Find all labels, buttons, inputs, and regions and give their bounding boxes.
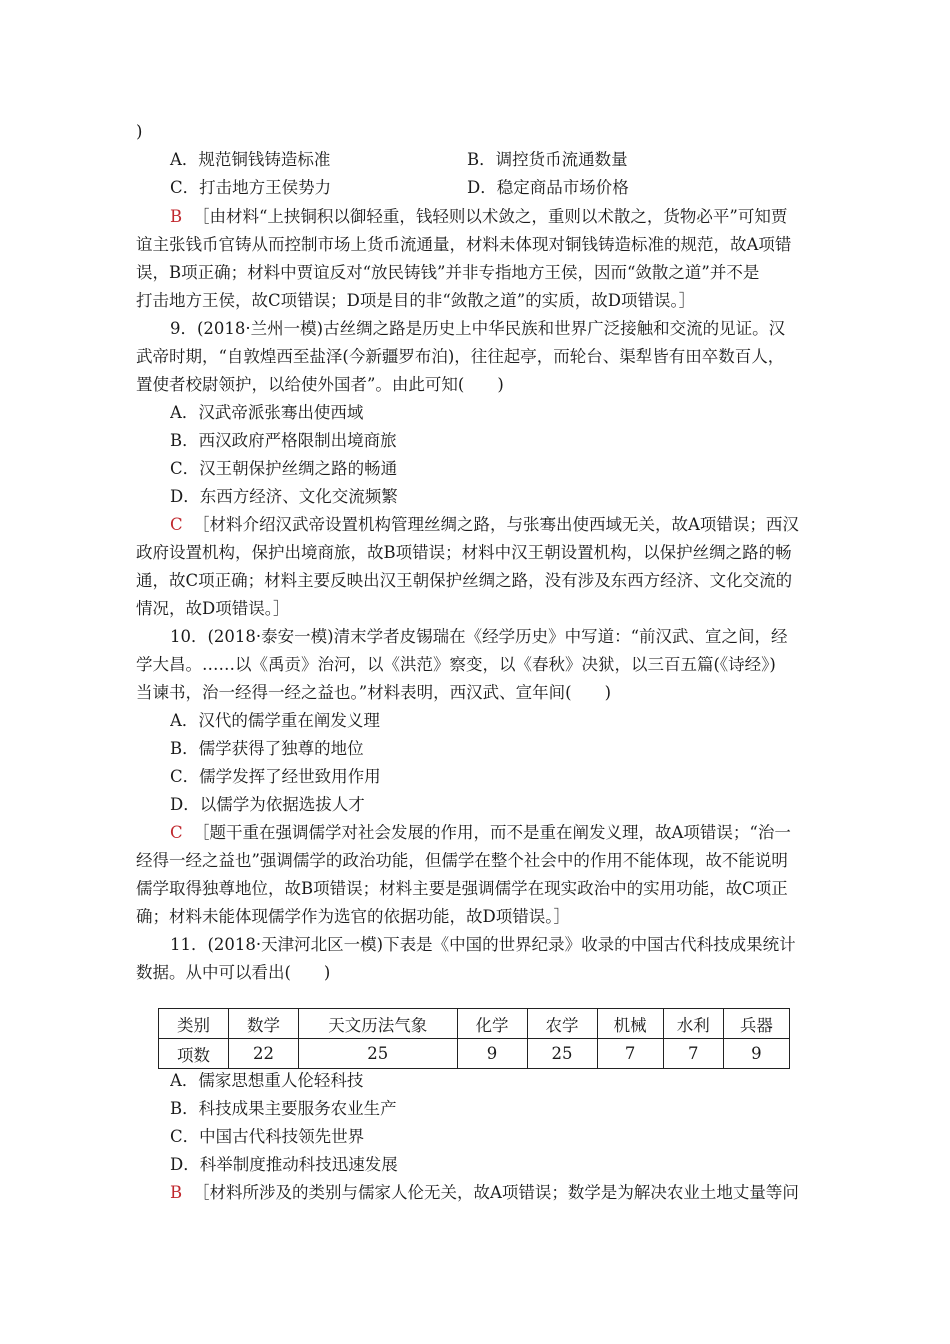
option-a: A．儒家思想重人伦轻科技 [170, 1071, 364, 1090]
statistics-table [158, 1008, 790, 1069]
table-cell: 9 [457, 1039, 527, 1069]
explanation-line: ［材料介绍汉武帝设置机构管理丝绸之路，与张骞出使西域无关，故A项错误；西汉 [193, 515, 799, 534]
question-stem: 当谏书，治一经得一经之益也。”材料表明，西汉武、宣年间( ) [136, 683, 612, 702]
option-d: D．稳定商品市场价格 [467, 178, 629, 197]
explanation-line: 通，故C项正确；材料主要反映出汉王朝保护丝绸之路，没有涉及东西方经济、文化交流的 [136, 571, 793, 590]
explanation-line: 误，B项正确；材料中贾谊反对“放民铸钱”并非专指地方王侯，因而“敛散之道”并不是 [136, 263, 760, 282]
table-cell: 7 [597, 1039, 663, 1069]
table-cell: 化学 [457, 1009, 527, 1039]
answer-letter: C [170, 515, 183, 534]
option-a: A．规范铜钱铸造标准 [170, 150, 331, 169]
question-stem: 学大昌。……以《禹贡》治河，以《洪范》察变，以《春秋》决狱，以三百五篇(《诗经》) [136, 655, 776, 674]
option-c: C．中国古代科技领先世界 [170, 1127, 365, 1146]
option-b: B．调控货币流通数量 [467, 150, 628, 169]
option-c: C．打击地方王侯势力 [170, 178, 332, 197]
question-stem: 10．(2018·泰安一模)清末学者皮锡瑞在《经学历史》中写道：“前汉武、宣之间，经 [170, 627, 788, 646]
question-stem: 11．(2018·天津河北区一模)下表是《中国的世界纪录》收录的中国古代科技成果统计 [170, 935, 796, 954]
explanation-line: ［由材料“上挟铜积以御轻重，钱轻则以术敛之，重则以术散之，货物必平”可知贾 [193, 207, 788, 226]
table-header-row [159, 1009, 790, 1039]
explanation-line: 情况，故D项错误。］ [136, 599, 290, 618]
answer-letter: B [170, 207, 183, 226]
option-d: D．以儒学为依据选拔人才 [170, 795, 365, 814]
explanation-line: 打击地方王侯，故C项错误；D项是目的非“敛散之道”的实质，故D项错误。］ [136, 291, 696, 310]
table-cell: 22 [229, 1039, 299, 1069]
table-cell: 25 [299, 1039, 457, 1069]
option-b: B．科技成果主要服务农业生产 [170, 1099, 397, 1118]
table-cell: 机械 [597, 1009, 663, 1039]
explanation-line: 儒学取得独尊地位，故B项错误；材料主要是强调儒学在现实政治中的实用功能，故C项正 [136, 879, 788, 898]
table-cell: 类别 [159, 1009, 229, 1039]
option-a: A．汉武帝派张骞出使西域 [170, 403, 364, 422]
explanation-line: 确；材料未能体现儒学作为选官的依据功能，故D项错误。］ [136, 907, 570, 926]
option-a: A．汉代的儒学重在阐发义理 [170, 711, 380, 730]
explanation-line: ［题干重在强调儒学对社会发展的作用，而不是重在阐发义理，故A项错误；“治一 [193, 823, 791, 842]
question-stem: 9．(2018·兰州一模)古丝绸之路是历史上中华民族和世界广泛接触和交流的见证。汉 [170, 319, 786, 338]
table-cell: 数学 [229, 1009, 299, 1039]
table-cell: 水利 [663, 1009, 723, 1039]
option-c: C．儒学发挥了经世致用作用 [170, 767, 381, 786]
table-cell: 天文历法气象 [299, 1009, 457, 1039]
table-cell: 9 [723, 1039, 789, 1069]
table-cell: 项数 [159, 1039, 229, 1069]
question-stem: 置使者校尉领护，以给使外国者”。由此可知( ) [136, 375, 504, 394]
answer-letter: C [170, 823, 183, 842]
explanation-line: ［材料所涉及的类别与儒家人伦无关，故A项错误；数学是为解决农业土地丈量等问 [193, 1183, 799, 1202]
question-stem: 武帝时期，“自敦煌西至盐泽(今新疆罗布泊)，往往起亭，而轮台、渠犁皆有田卒数百人， [136, 347, 785, 366]
question-stem: 数据。从中可以看出( ) [136, 963, 331, 982]
explanation-line: 谊主张钱币官铸从而控制市场上货币流通量，材料未体现对铜钱铸造标准的规范，故A项错 [136, 235, 792, 254]
explanation-line: 政府设置机构，保护出境商旅，故B项错误；材料中汉王朝设置机构，以保护丝绸之路的畅 [136, 543, 792, 562]
option-b: B．西汉政府严格限制出境商旅 [170, 431, 397, 450]
table-cell: 兵器 [723, 1009, 789, 1039]
explanation-line: 经得一经之益也”强调儒学的政治功能，但儒学在整个社会中的作用不能体现，故不能说明 [136, 851, 788, 870]
option-b: B．儒学获得了独尊的地位 [170, 739, 364, 758]
answer-letter: B [170, 1183, 183, 1202]
table-row [159, 1039, 790, 1069]
option-d: D．科举制度推动科技迅速发展 [170, 1155, 398, 1174]
table-cell: 农学 [527, 1009, 597, 1039]
option-d: D．东西方经济、文化交流频繁 [170, 487, 398, 506]
table-cell: 25 [527, 1039, 597, 1069]
option-c: C．汉王朝保护丝绸之路的畅通 [170, 459, 398, 478]
table-cell: 7 [663, 1039, 723, 1069]
text-line: ) [136, 122, 143, 141]
